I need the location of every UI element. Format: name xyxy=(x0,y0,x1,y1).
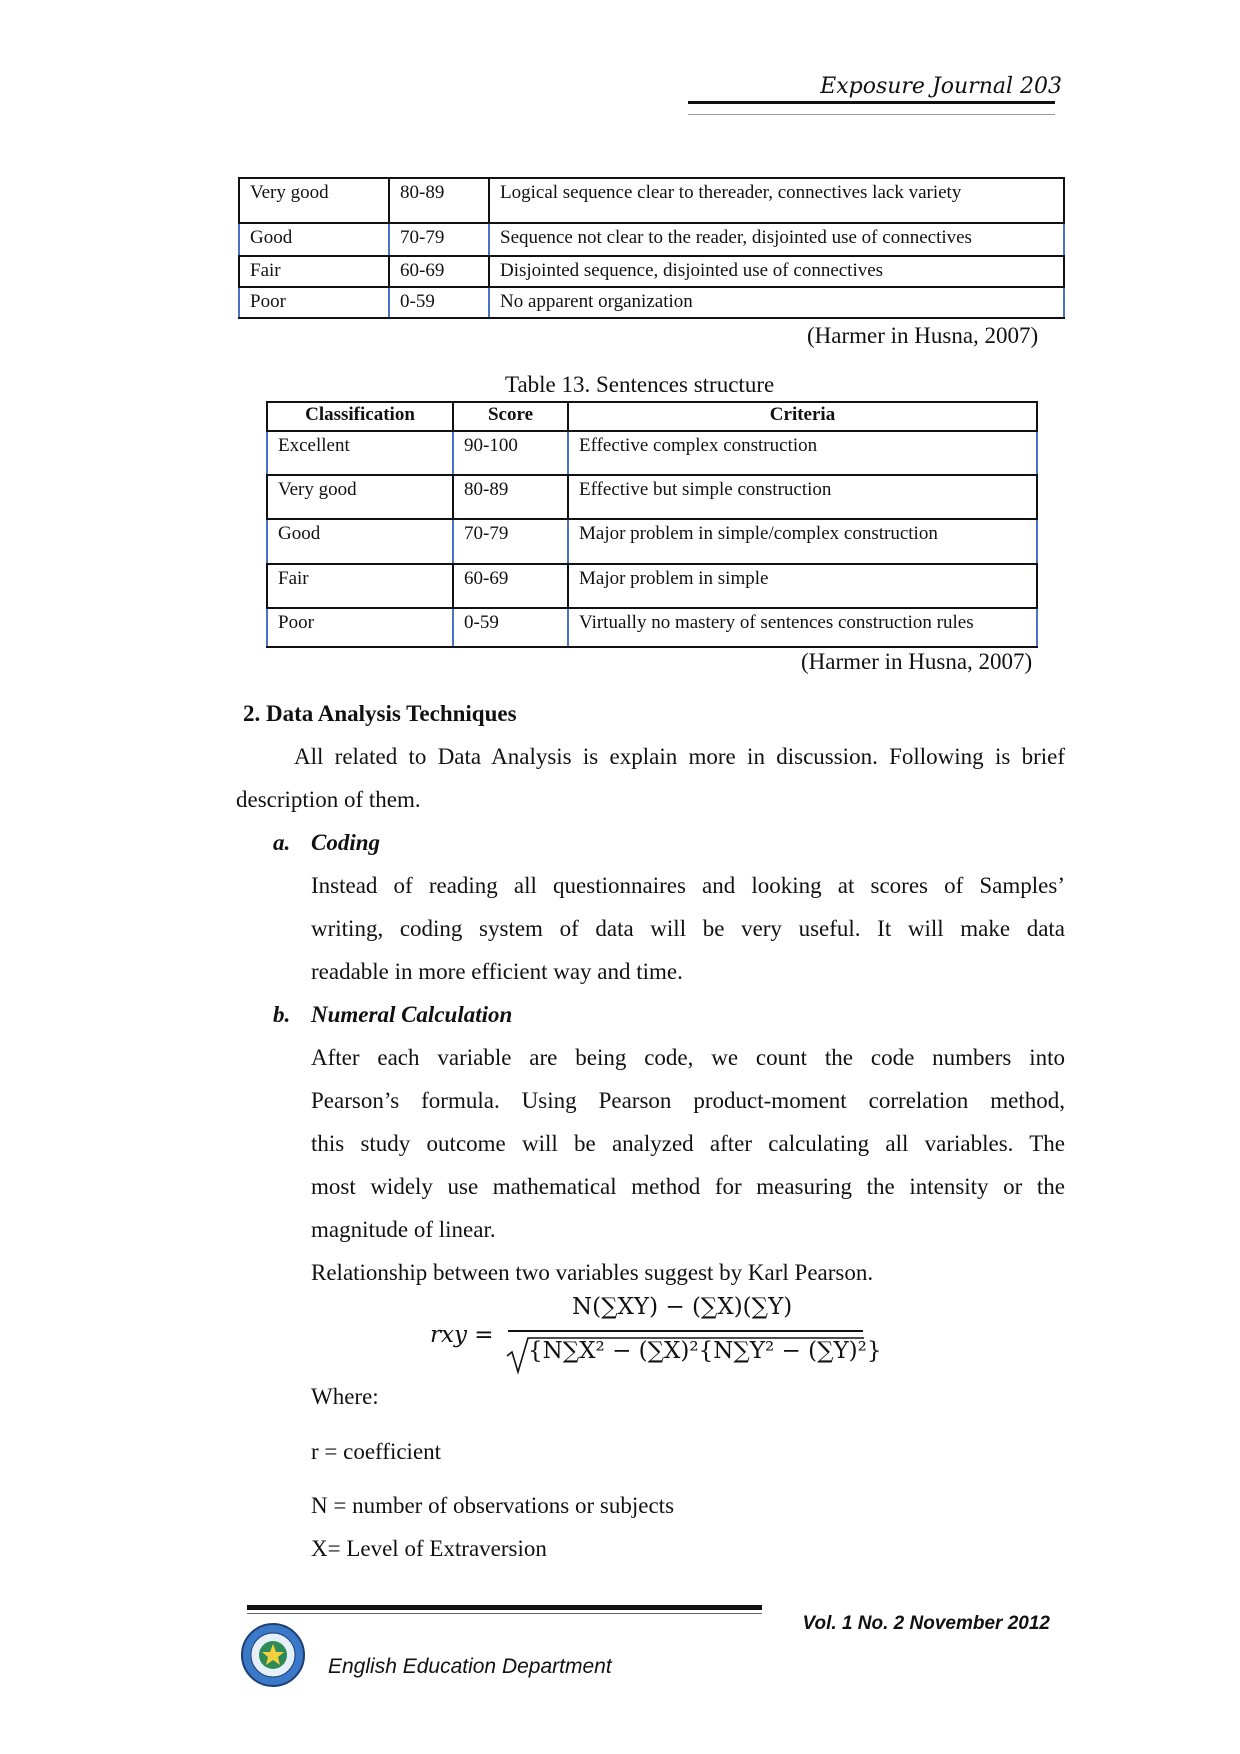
formula-lhs: rxy = xyxy=(430,1322,494,1348)
definition-item: X= Level of Extraversion xyxy=(311,1536,547,1561)
paragraph-line: Pearson’s formula. Using Pearson product-moment correlation method, xyxy=(311,1088,1065,1113)
table-cell: Virtually no mastery of sentences construction rules xyxy=(568,608,1037,647)
subsection-title: Numeral Calculation xyxy=(311,1002,513,1027)
table-row xyxy=(239,256,1064,287)
paragraph-line: Instead of reading all questionnaires and looking at scores of Samples’ xyxy=(311,873,1065,898)
definition-item: r = coefficient xyxy=(311,1439,442,1464)
table-cell: 90-100 xyxy=(453,431,568,475)
table-cell: 60-69 xyxy=(389,256,489,287)
table-cell: 0-59 xyxy=(389,287,489,318)
table-cell: Logical sequence clear to thereader, connectives lack variety xyxy=(489,178,1064,223)
header-rule-thin xyxy=(688,114,1055,115)
table-cell: Major problem in simple/complex construction xyxy=(568,519,1037,564)
footer-volume: Vol. 1 No. 2 November 2012 xyxy=(802,1613,1050,1634)
column-header: Classification xyxy=(267,402,453,431)
column-header: Criteria xyxy=(568,402,1037,431)
table-cell: 0-59 xyxy=(453,608,568,647)
where-label: Where: xyxy=(311,1384,379,1409)
table-cell: Disjointed sequence, disjointed use of connectives xyxy=(489,256,1064,287)
fraction-bar xyxy=(508,1330,863,1332)
table-cell: Effective complex construction xyxy=(568,431,1037,475)
table-header-row xyxy=(267,402,1037,431)
table-row xyxy=(239,178,1064,223)
table-row xyxy=(267,431,1037,475)
journal-header-title: Exposure Journal 203 xyxy=(820,74,1062,99)
footer-rule xyxy=(247,1605,762,1610)
table-cell: 80-89 xyxy=(389,178,489,223)
paragraph-line: description of them. xyxy=(236,787,421,812)
organization-table-continued xyxy=(238,177,1065,319)
table-cell: Fair xyxy=(239,256,389,287)
table-row xyxy=(239,287,1064,318)
table-row xyxy=(267,475,1037,519)
column-header: Score xyxy=(453,402,568,431)
table-source-citation: (Harmer in Husna, 2007) xyxy=(801,649,1033,674)
table-cell: 70-79 xyxy=(453,519,568,564)
table-cell: Very good xyxy=(239,178,389,223)
sentences-structure-table xyxy=(266,401,1038,648)
paragraph-line: Relationship between two variables suggest by Karl Pearson. xyxy=(311,1260,874,1285)
table-cell: Excellent xyxy=(267,431,453,475)
paragraph-line: writing, coding system of data will be very useful. It will make data xyxy=(311,916,1065,941)
header-rule xyxy=(688,101,1055,104)
table-cell: Very good xyxy=(267,475,453,519)
table-cell: Fair xyxy=(267,564,453,608)
subsection-title: Coding xyxy=(311,830,381,855)
formula-denominator: {N∑X² − (∑X)²{N∑Y² − (∑Y)²} xyxy=(528,1338,882,1364)
subsection-label: a. xyxy=(273,830,291,855)
paragraph-line: All related to Data Analysis is explain more in discussion. Following is brief xyxy=(294,744,1065,769)
definition-item: N = number of observations or subjects xyxy=(311,1493,675,1518)
table-cell: Effective but simple construction xyxy=(568,475,1037,519)
table-cell: 80-89 xyxy=(453,475,568,519)
paragraph-line: this study outcome will be analyzed after calculating all variables. The xyxy=(311,1131,1065,1156)
table-cell: 60-69 xyxy=(453,564,568,608)
table-cell: 70-79 xyxy=(389,223,489,256)
table-cell: Poor xyxy=(267,608,453,647)
table-cell: Sequence not clear to the reader, disjointed use of connectives xyxy=(489,223,1064,256)
formula-numerator: N(∑XY) − (∑X)(∑Y) xyxy=(572,1294,793,1320)
paragraph-line: After each variable are being code, we count the code numbers into xyxy=(311,1045,1065,1070)
table-cell: Poor xyxy=(239,287,389,318)
university-logo-icon xyxy=(240,1622,306,1688)
table-cell: No apparent organization xyxy=(489,287,1064,318)
table-source-citation: (Harmer in Husna, 2007) xyxy=(807,323,1039,348)
subsection-label: b. xyxy=(273,1002,291,1027)
table-row xyxy=(267,564,1037,608)
table-row xyxy=(239,223,1064,256)
paragraph-line: readable in more efficient way and time. xyxy=(311,959,683,984)
table-row xyxy=(267,608,1037,647)
paragraph-line: most widely use mathematical method for measuring the intensity or the xyxy=(311,1174,1065,1199)
section-heading: 2. Data Analysis Techniques xyxy=(243,701,517,726)
footer-department: English Education Department xyxy=(328,1655,612,1678)
paragraph-line: magnitude of linear. xyxy=(311,1217,496,1242)
table-cell: Good xyxy=(239,223,389,256)
footer-rule-thin xyxy=(247,1613,762,1614)
table-cell: Major problem in simple xyxy=(568,564,1037,608)
table-row xyxy=(267,519,1037,564)
table-cell: Good xyxy=(267,519,453,564)
table-caption: Table 13. Sentences structure xyxy=(505,372,775,397)
